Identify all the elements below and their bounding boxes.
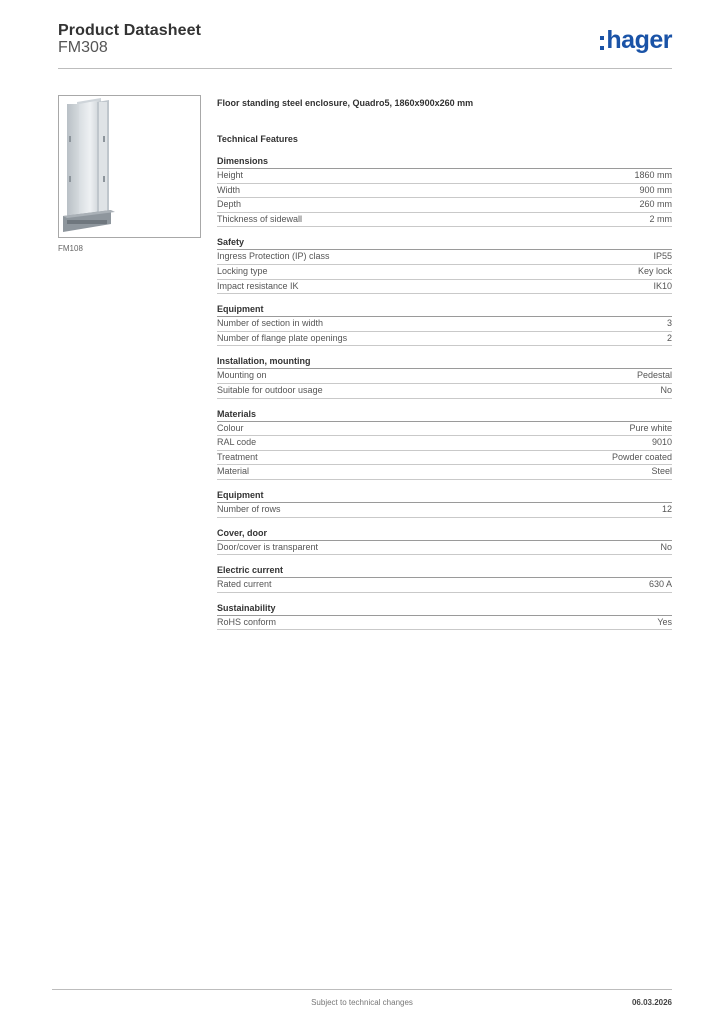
spec-value: 900 mm — [639, 184, 672, 195]
spec-row — [217, 198, 672, 213]
spec-row — [217, 280, 672, 295]
enclosure-image-icon — [59, 96, 200, 237]
spec-value: 9010 — [651, 437, 672, 448]
section-title: Materials — [217, 408, 672, 422]
spec-label: Depth — [217, 199, 242, 210]
spec-value: 260 mm — [639, 199, 672, 210]
spec-value: 630 A — [648, 579, 672, 590]
spec-row — [217, 332, 672, 347]
feature-section — [217, 602, 672, 631]
logo-text: hager — [606, 25, 672, 54]
product-code: FM308 — [58, 39, 108, 56]
spec-label: RoHS conform — [217, 616, 277, 627]
section-title: Equipment — [217, 489, 672, 503]
spec-row — [217, 616, 672, 631]
spec-value: 12 — [661, 503, 672, 514]
spec-value: 1860 mm — [634, 170, 672, 180]
spec-row — [217, 578, 672, 593]
feature-section — [217, 408, 672, 480]
spec-value: Steel — [651, 466, 672, 477]
technical-features-title: Technical Features — [217, 134, 298, 144]
spec-row — [217, 422, 672, 437]
spec-label: Width — [217, 184, 241, 195]
section-title: Installation, mounting — [217, 355, 672, 369]
feature-section — [217, 155, 672, 227]
technical-content — [217, 96, 672, 630]
spec-label: Mounting on — [217, 370, 267, 381]
section-title: Sustainability — [217, 602, 672, 616]
section-title: Safety — [217, 236, 672, 250]
section-title: Dimensions — [217, 155, 672, 169]
spec-row — [217, 317, 672, 332]
spec-label: Treatment — [217, 451, 258, 462]
spec-label: Number of section in width — [217, 318, 324, 329]
spec-label: Number of rows — [217, 503, 281, 514]
feature-section — [217, 355, 672, 398]
spec-row — [217, 541, 672, 556]
spec-row — [217, 384, 672, 399]
spec-label: Ingress Protection (IP) class — [217, 251, 330, 262]
feature-section — [217, 303, 672, 346]
spec-row — [217, 503, 672, 518]
spec-label: Rated current — [217, 579, 272, 590]
spec-value: 3 — [666, 318, 672, 329]
spec-value: Powder coated — [611, 451, 672, 462]
section-title: Cover, door — [217, 527, 672, 541]
image-caption: FM108 — [58, 244, 83, 253]
spec-label: Door/cover is transparent — [217, 541, 319, 552]
feature-section — [217, 564, 672, 593]
spec-value: Pure white — [629, 422, 672, 433]
section-title: Equipment — [217, 303, 672, 317]
spec-label: Locking type — [217, 265, 268, 276]
header-divider — [58, 68, 672, 69]
footer-note: Subject to technical changes — [311, 998, 413, 1007]
footer-date: 06.03.2026 — [631, 998, 672, 1007]
hager-logo — [600, 26, 672, 54]
page-header — [58, 20, 672, 68]
spec-row — [217, 213, 672, 228]
spec-value: No — [660, 541, 672, 552]
spec-row — [217, 451, 672, 466]
feature-section — [217, 489, 672, 518]
spec-label: Suitable for outdoor usage — [217, 384, 323, 395]
spec-value: No — [660, 384, 672, 395]
feature-section — [217, 527, 672, 556]
spec-value: 2 mm — [649, 213, 672, 224]
spec-row — [217, 250, 672, 265]
spec-value: Pedestal — [636, 370, 672, 381]
spec-row — [217, 169, 672, 184]
spec-value: IK10 — [653, 280, 672, 291]
document-title: Product Datasheet — [58, 22, 202, 39]
spec-label: Thickness of sidewall — [217, 213, 303, 224]
spec-row — [217, 184, 672, 199]
feature-sections — [217, 155, 672, 630]
spec-value: IP55 — [653, 251, 672, 262]
spec-value: 2 — [666, 332, 672, 343]
product-description: Floor standing steel enclosure, Quadro5, 1860x900x260 mm — [217, 98, 474, 108]
feature-section — [217, 236, 672, 294]
spec-label: Material — [217, 466, 250, 477]
product-image — [58, 95, 201, 238]
spec-row — [217, 369, 672, 384]
spec-label: Impact resistance IK — [217, 280, 299, 291]
footer-divider — [52, 989, 672, 990]
spec-label: Height — [217, 170, 244, 180]
spec-row — [217, 265, 672, 280]
spec-value: Yes — [657, 616, 672, 627]
spec-row — [217, 465, 672, 480]
logo-dots-icon — [600, 36, 604, 50]
spec-value: Key lock — [637, 265, 672, 276]
spec-label: Colour — [217, 422, 244, 433]
spec-label: RAL code — [217, 437, 257, 448]
spec-row — [217, 436, 672, 451]
section-title: Electric current — [217, 564, 672, 578]
spec-label: Number of flange plate openings — [217, 332, 348, 343]
